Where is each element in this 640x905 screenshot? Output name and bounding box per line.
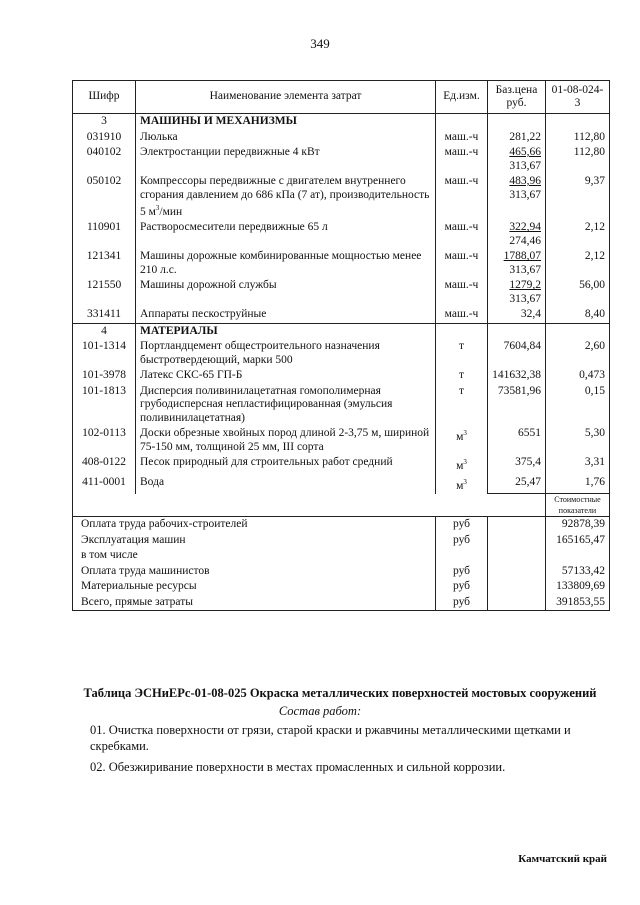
- price-secondary: 313,67: [509, 263, 541, 276]
- resource-name: [136, 475, 436, 494]
- resource-name-text: Растворосмесители передвижные 65 л: [140, 221, 328, 234]
- cost-header-row: [73, 494, 610, 517]
- cost-label: Оплата труда машинистов: [73, 564, 436, 580]
- work-composition-title: Состав работ:: [278, 704, 362, 718]
- resource-name: [136, 145, 436, 174]
- superscript: 3: [463, 429, 467, 438]
- resource-code: 101-3978: [73, 368, 136, 384]
- resource-code: 110901: [73, 220, 136, 249]
- cost-unit: руб: [436, 579, 488, 595]
- resource-code: 040102: [73, 145, 136, 174]
- price-secondary: 313,67: [509, 159, 541, 172]
- unit-text: маш.-ч: [444, 146, 479, 158]
- cost-row: [73, 548, 610, 564]
- resource-name-text: Компрессоры передвижные с двигателем внутреннего сгорания давлением до 686 кПа (7 ат), производительность 5 м: [140, 175, 430, 218]
- cost-row: [73, 579, 610, 595]
- unit: [436, 278, 488, 307]
- price-value: 6551: [518, 427, 541, 440]
- work-item: 01. Очистка поверхности от грязи, старой краски и ржавчины металлическими щетками и скребками.: [90, 723, 571, 753]
- section-row: [73, 114, 610, 130]
- cost-label: Оплата труда рабочих-строителей: [73, 517, 436, 533]
- price: [488, 130, 546, 146]
- empty-cell: [436, 323, 488, 339]
- table-header-row: [73, 81, 610, 114]
- norm-value: 112,80: [546, 130, 610, 146]
- unit: [436, 220, 488, 249]
- price: [488, 220, 546, 249]
- price: [488, 384, 546, 427]
- cost-unit: руб: [436, 564, 488, 580]
- empty-cell: [488, 579, 546, 595]
- page-number: 349: [310, 36, 330, 51]
- price-value: 141632,38: [492, 369, 541, 382]
- resource-name: [136, 368, 436, 384]
- cost-row: [73, 564, 610, 580]
- cost-value: 133809,69: [546, 579, 610, 595]
- table-row: [73, 339, 610, 368]
- empty-cell: [488, 323, 546, 339]
- price: [488, 307, 546, 323]
- resource-code: 101-1314: [73, 339, 136, 368]
- unit: [436, 130, 488, 146]
- superscript: 3: [155, 204, 160, 212]
- resource-name-tail: /мин: [159, 205, 183, 218]
- price-value: 483,96: [509, 175, 541, 187]
- resource-name: [136, 307, 436, 323]
- resource-code: 408-0122: [73, 455, 136, 474]
- unit-text: маш.-ч: [444, 175, 479, 187]
- price: [488, 278, 546, 307]
- empty-cell: [488, 564, 546, 580]
- unit-text: маш.-ч: [444, 250, 479, 263]
- table-row: [73, 455, 610, 474]
- resource-table: [72, 80, 610, 611]
- cost-header: Стоимостные показатели: [546, 494, 610, 517]
- section-title: МАШИНЫ И МЕХАНИЗМЫ: [136, 114, 436, 130]
- cost-row: [73, 595, 610, 611]
- norm-value: 3,31: [546, 455, 610, 474]
- unit-text: м: [456, 460, 464, 473]
- unit: [436, 174, 488, 220]
- section-row: [73, 323, 610, 339]
- price: [488, 368, 546, 384]
- table-row: [73, 384, 610, 427]
- resource-name-text: Машины дорожные комбинированные мощностью менее 210 л.с.: [140, 250, 422, 276]
- unit: [436, 368, 488, 384]
- unit-text: м: [456, 431, 464, 444]
- unit: [436, 339, 488, 368]
- price-value: 375,4: [515, 456, 541, 469]
- resource-code: 050102: [73, 174, 136, 220]
- price: [488, 475, 546, 494]
- norm-value: 112,80: [546, 145, 610, 174]
- resource-name-text: Дисперсия поливинилацетатная гомополимерная грубодисперсная непластифицированная (эмульсия поливинилацетатная): [140, 384, 393, 424]
- unit-text: т: [458, 340, 465, 353]
- norm-value: 0,15: [546, 384, 610, 427]
- table-row: [73, 475, 610, 494]
- table-row: [73, 249, 610, 278]
- cost-label: Эксплуатация машин: [73, 533, 436, 549]
- empty-cell: [488, 494, 546, 517]
- resource-name-text: Песок природный для строительных работ средний: [140, 456, 393, 469]
- empty-cell: [488, 548, 546, 564]
- section-number: 3: [73, 114, 136, 130]
- unit: [436, 145, 488, 174]
- resource-name: [136, 426, 436, 455]
- norm-value: 0,473: [546, 368, 610, 384]
- resource-name: [136, 130, 436, 146]
- resource-code: 331411: [73, 307, 136, 323]
- price-value: 73581,96: [497, 384, 541, 397]
- cost-row: [73, 517, 610, 533]
- cost-value: 92878,39: [546, 517, 610, 533]
- resource-code: 121550: [73, 278, 136, 307]
- cost-label: Всего, прямые затраты: [73, 595, 436, 611]
- resource-code: 102-0113: [73, 426, 136, 455]
- resource-name-text: Аппараты пескоструйные: [140, 308, 267, 321]
- unit: [436, 426, 488, 455]
- resource-name-text: Латекс СКС-65 ГП-Б: [140, 369, 243, 382]
- header-code: Шифр: [73, 81, 136, 114]
- price-value: 25,47: [515, 475, 541, 488]
- empty-cell: [546, 323, 610, 339]
- table-row: [73, 145, 610, 174]
- empty-cell: [436, 114, 488, 130]
- cost-unit: руб: [436, 533, 488, 549]
- superscript: 3: [463, 477, 467, 486]
- unit-text: т: [458, 384, 465, 397]
- unit-text: маш.-ч: [444, 279, 479, 292]
- price-value: 1788,07: [503, 250, 541, 263]
- resource-name-text: Вода: [140, 475, 165, 488]
- price-value: 1279,2: [509, 279, 541, 292]
- norm-value: 5,30: [546, 426, 610, 455]
- resource-name: [136, 220, 436, 249]
- header-price: Баз.цена руб.: [488, 81, 546, 114]
- unit-text: маш.-ч: [444, 130, 479, 143]
- cost-unit: [436, 548, 488, 564]
- price-value: 465,66: [509, 146, 541, 158]
- resource-name-text: Люлька: [140, 130, 178, 143]
- resource-name: [136, 278, 436, 307]
- unit: [436, 249, 488, 278]
- cost-label: Материальные ресурсы: [73, 579, 436, 595]
- norm-value: 56,00: [546, 278, 610, 307]
- price: [488, 145, 546, 174]
- empty-cell: [488, 517, 546, 533]
- empty-cell: [73, 494, 488, 517]
- unit: [436, 455, 488, 474]
- resource-name-text: Машины дорожной службы: [140, 279, 277, 292]
- cost-value: 165165,47: [546, 533, 610, 549]
- empty-cell: [488, 595, 546, 611]
- unit-text: т: [458, 369, 465, 382]
- section-number: 4: [73, 323, 136, 339]
- unit: [436, 307, 488, 323]
- resource-code: 031910: [73, 130, 136, 146]
- cost-label: в том числе: [73, 548, 436, 564]
- price-value: 7604,84: [503, 340, 541, 353]
- table-row: [73, 278, 610, 307]
- cost-value: [546, 548, 610, 564]
- table-row: [73, 174, 610, 220]
- unit: [436, 475, 488, 494]
- empty-cell: [488, 114, 546, 130]
- cost-unit: руб: [436, 517, 488, 533]
- price: [488, 174, 546, 220]
- resource-name-text: Доски обрезные хвойных пород длиной 2-3,75 м, шириной 75-150 мм, толщиной 25 мм, III сорта: [140, 427, 430, 453]
- price: [488, 339, 546, 368]
- norm-value: 1,76: [546, 475, 610, 494]
- resource-name: [136, 455, 436, 474]
- price: [488, 249, 546, 278]
- norm-value: 2,12: [546, 220, 610, 249]
- table-row: [73, 368, 610, 384]
- norm-value: 9,37: [546, 174, 610, 220]
- resource-name-text: Портландцемент общестроительного назначения быстротвердеющий, марки 500: [140, 340, 380, 366]
- cost-row: [73, 533, 610, 549]
- norm-value: 8,40: [546, 307, 610, 323]
- norm-value: 2,12: [546, 249, 610, 278]
- norm-value: 2,60: [546, 339, 610, 368]
- header-norm: 01-08-024-3: [546, 81, 610, 114]
- price-value: 281,22: [509, 130, 541, 143]
- table-row: [73, 426, 610, 455]
- resource-code: 101-1813: [73, 384, 136, 427]
- resource-code: 121341: [73, 249, 136, 278]
- price: [488, 455, 546, 474]
- table-row: [73, 130, 610, 146]
- price-value: 32,4: [520, 308, 541, 321]
- unit-text: м: [456, 479, 464, 492]
- table-row: [73, 307, 610, 323]
- work-item: 02. Обезжиривание поверхности в местах промасленных и сильной коррозии.: [90, 760, 506, 774]
- unit-text: маш.-ч: [444, 308, 479, 321]
- region-label: Камчатский край: [518, 853, 607, 865]
- cost-unit: руб: [436, 595, 488, 611]
- table-caption: Таблица ЭСНиЕРс-01-08-025 Окраска металлических поверхностей мостовых сооружений: [83, 686, 597, 700]
- empty-cell: [488, 533, 546, 549]
- resource-name: [136, 339, 436, 368]
- price-value: 322,94: [509, 221, 541, 234]
- empty-cell: [546, 114, 610, 130]
- price-secondary: 274,46: [509, 234, 541, 247]
- cost-value: 57133,42: [546, 564, 610, 580]
- header-unit: Ед.изм.: [436, 81, 488, 114]
- resource-name: [136, 384, 436, 427]
- price: [488, 426, 546, 455]
- cost-value: 391853,55: [546, 595, 610, 611]
- unit-text: маш.-ч: [444, 221, 479, 234]
- superscript: 3: [463, 458, 467, 467]
- section-title: МАТЕРИАЛЫ: [136, 323, 436, 339]
- resource-code: 411-0001: [73, 475, 136, 494]
- table-row: [73, 220, 610, 249]
- resource-name-text: Электростанции передвижные 4 кВт: [140, 146, 320, 158]
- unit: [436, 384, 488, 427]
- price-secondary: 313,67: [509, 188, 541, 201]
- price-secondary: 313,67: [509, 292, 541, 305]
- header-name: Наименование элемента затрат: [136, 81, 436, 114]
- resource-name: [136, 249, 436, 278]
- resource-name: [136, 174, 436, 220]
